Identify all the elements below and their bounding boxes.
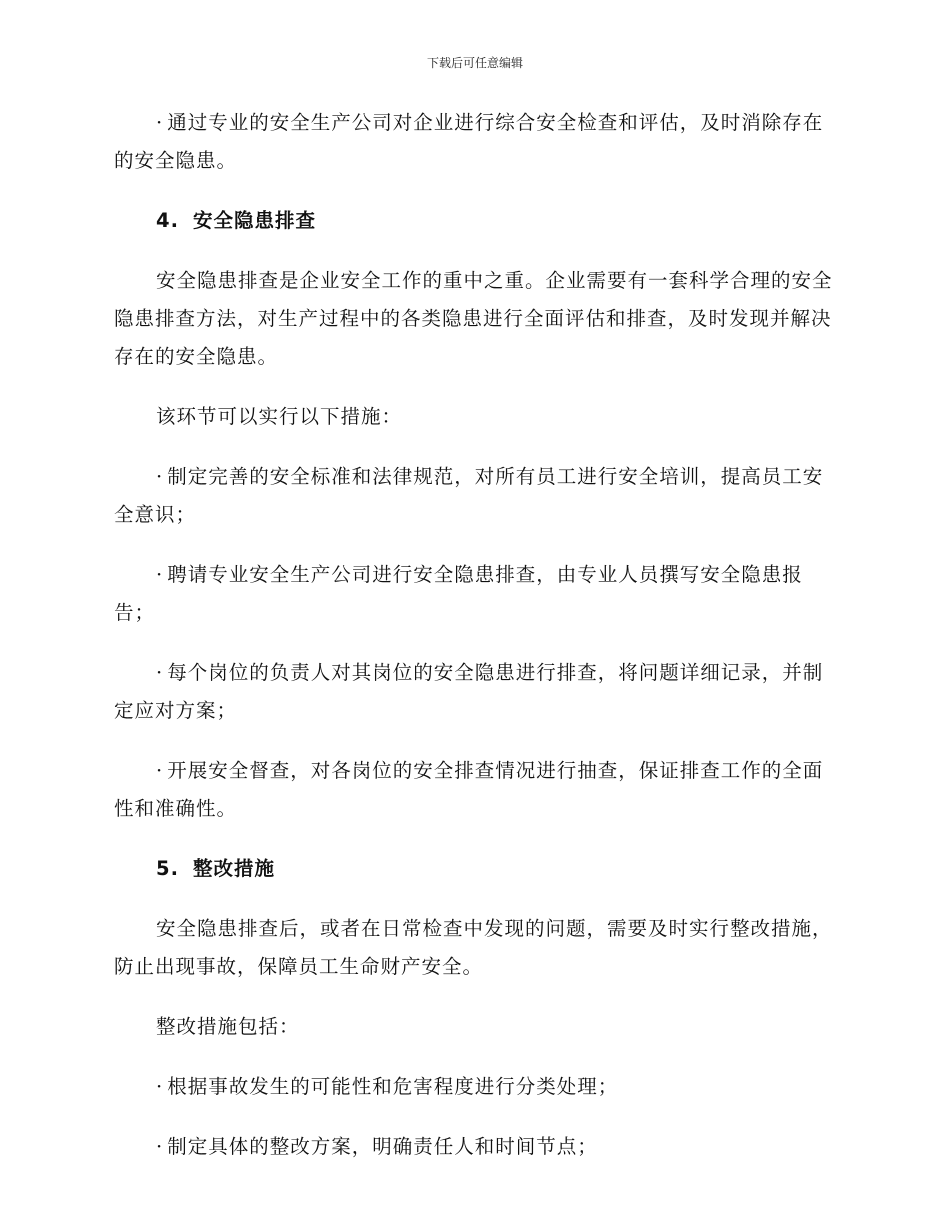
bullet-mark: · — [156, 759, 164, 782]
bullet-text: 每个岗位的负责人对其岗位的安全隐患进行排查，将问题详细记录，并制定应对方案； — [114, 661, 824, 722]
bullet-text: 根据事故发生的可能性和危害程度进行分类处理； — [167, 1075, 619, 1098]
bullet-mark: · — [156, 111, 164, 134]
section-number: 5. — [156, 857, 179, 880]
paragraph: 安全隐患排查后，或者在日常检查中发现的问题，需要及时实行整改措施，防止出现事故，保障员工生命财产安全。 — [114, 917, 833, 978]
bullet-mark: · — [156, 1075, 164, 1098]
bullet-text: 制定具体的整改方案，明确责任人和时间节点； — [167, 1135, 598, 1158]
bullet-item — [114, 1128, 834, 1166]
section-heading-5 — [114, 850, 834, 888]
bullet-item — [114, 654, 834, 730]
bullet-text: 通过专业的安全生产公司对企业进行综合安全检查和评估，及时消除存在的安全隐患。 — [114, 111, 824, 172]
paragraph: 该环节可以实行以下措施： — [156, 405, 403, 428]
bullet-item — [114, 1068, 834, 1106]
bullet-text: 聘请专业安全生产公司进行安全隐患排查，由专业人员撰写安全隐患报告； — [114, 563, 803, 624]
section-title: 安全隐患排查 — [192, 209, 316, 232]
header-note: 下载后可任意编辑 — [426, 56, 523, 70]
paragraph: 安全隐患排查是企业安全工作的重中之重。企业需要有一套科学合理的安全隐患排查方法，对生产过程中的各类隐患进行全面评估和排查，及时发现并解决存在的安全隐患。 — [114, 269, 833, 368]
bullet-text: 制定完善的安全标准和法律规范，对所有员工进行安全培训，提高员工安全意识； — [114, 465, 824, 526]
bullet-item — [114, 752, 834, 828]
document-body — [114, 104, 834, 1188]
section-title: 整改措施 — [192, 857, 275, 880]
bullet-mark: · — [156, 661, 164, 684]
bullet-mark: · — [156, 465, 164, 488]
section-heading-4 — [114, 202, 834, 240]
bullet-item — [114, 458, 834, 534]
section-number: 4. — [156, 209, 179, 232]
paragraph: 整改措施包括： — [156, 1015, 300, 1038]
bullet-text: 开展安全督查，对各岗位的安全排查情况进行抽查，保证排查工作的全面性和准确性。 — [114, 759, 824, 820]
bullet-item — [114, 104, 834, 180]
bullet-mark: · — [156, 563, 164, 586]
bullet-mark: · — [156, 1135, 164, 1158]
bullet-item — [114, 556, 834, 632]
